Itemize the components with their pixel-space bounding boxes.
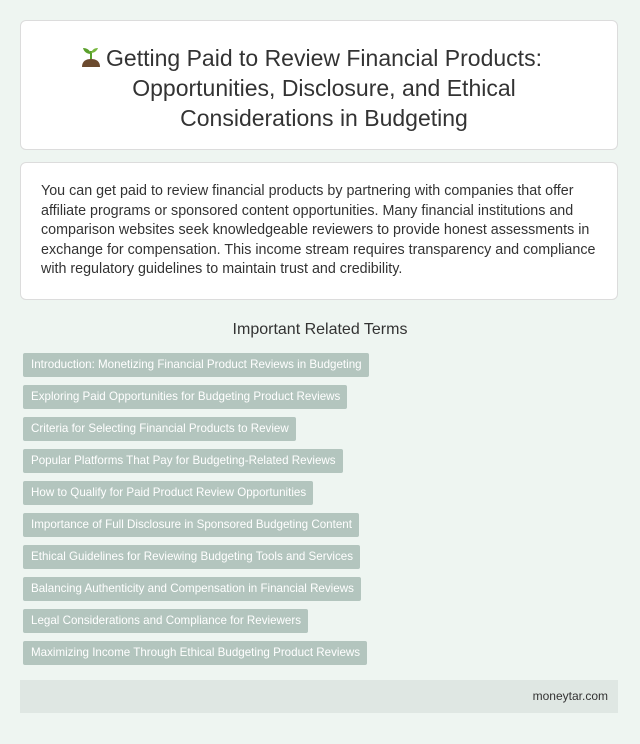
term-tag[interactable]: Exploring Paid Opportunities for Budgeting Product Reviews <box>23 385 347 409</box>
term-tag[interactable]: Maximizing Income Through Ethical Budgeting Product Reviews <box>23 641 367 665</box>
term-tag[interactable]: Importance of Full Disclosure in Sponsored Budgeting Content <box>23 513 359 537</box>
footer <box>20 680 618 713</box>
term-tag[interactable]: How to Qualify for Paid Product Review Opportunities <box>23 481 313 505</box>
related-terms-heading: Important Related Terms <box>232 321 408 338</box>
term-tag[interactable]: Popular Platforms That Pay for Budgeting-Related Reviews <box>23 449 343 473</box>
term-tag[interactable]: Ethical Guidelines for Reviewing Budgeting Tools and Services <box>23 545 360 569</box>
term-tag[interactable]: Criteria for Selecting Financial Products to Review <box>23 417 296 441</box>
title-card <box>20 20 618 150</box>
term-tag[interactable]: Legal Considerations and Compliance for Reviewers <box>23 609 308 633</box>
site-name[interactable]: moneytar.com <box>532 689 608 703</box>
page-title: Getting Paid to Review Financial Products: Opportunities, Disclosure, and Ethical Considerations in Budgeting <box>106 45 542 131</box>
term-tag[interactable]: Balancing Authenticity and Compensation in Financial Reviews <box>23 577 361 601</box>
intro-card <box>20 162 618 300</box>
related-terms-list <box>23 353 603 673</box>
term-tag[interactable]: Introduction: Monetizing Financial Product Reviews in Budgeting <box>23 353 369 377</box>
intro-paragraph: You can get paid to review financial products by partnering with companies that offer affiliate programs or sponsored content opportunities. Many financial institutions and comparison websites seek knowledgeable reviewers to provide honest assessments in exchange for compensation. This income stream requires transparency and compliance with regulatory guidelines to maintain trust and credibility. <box>41 183 596 278</box>
